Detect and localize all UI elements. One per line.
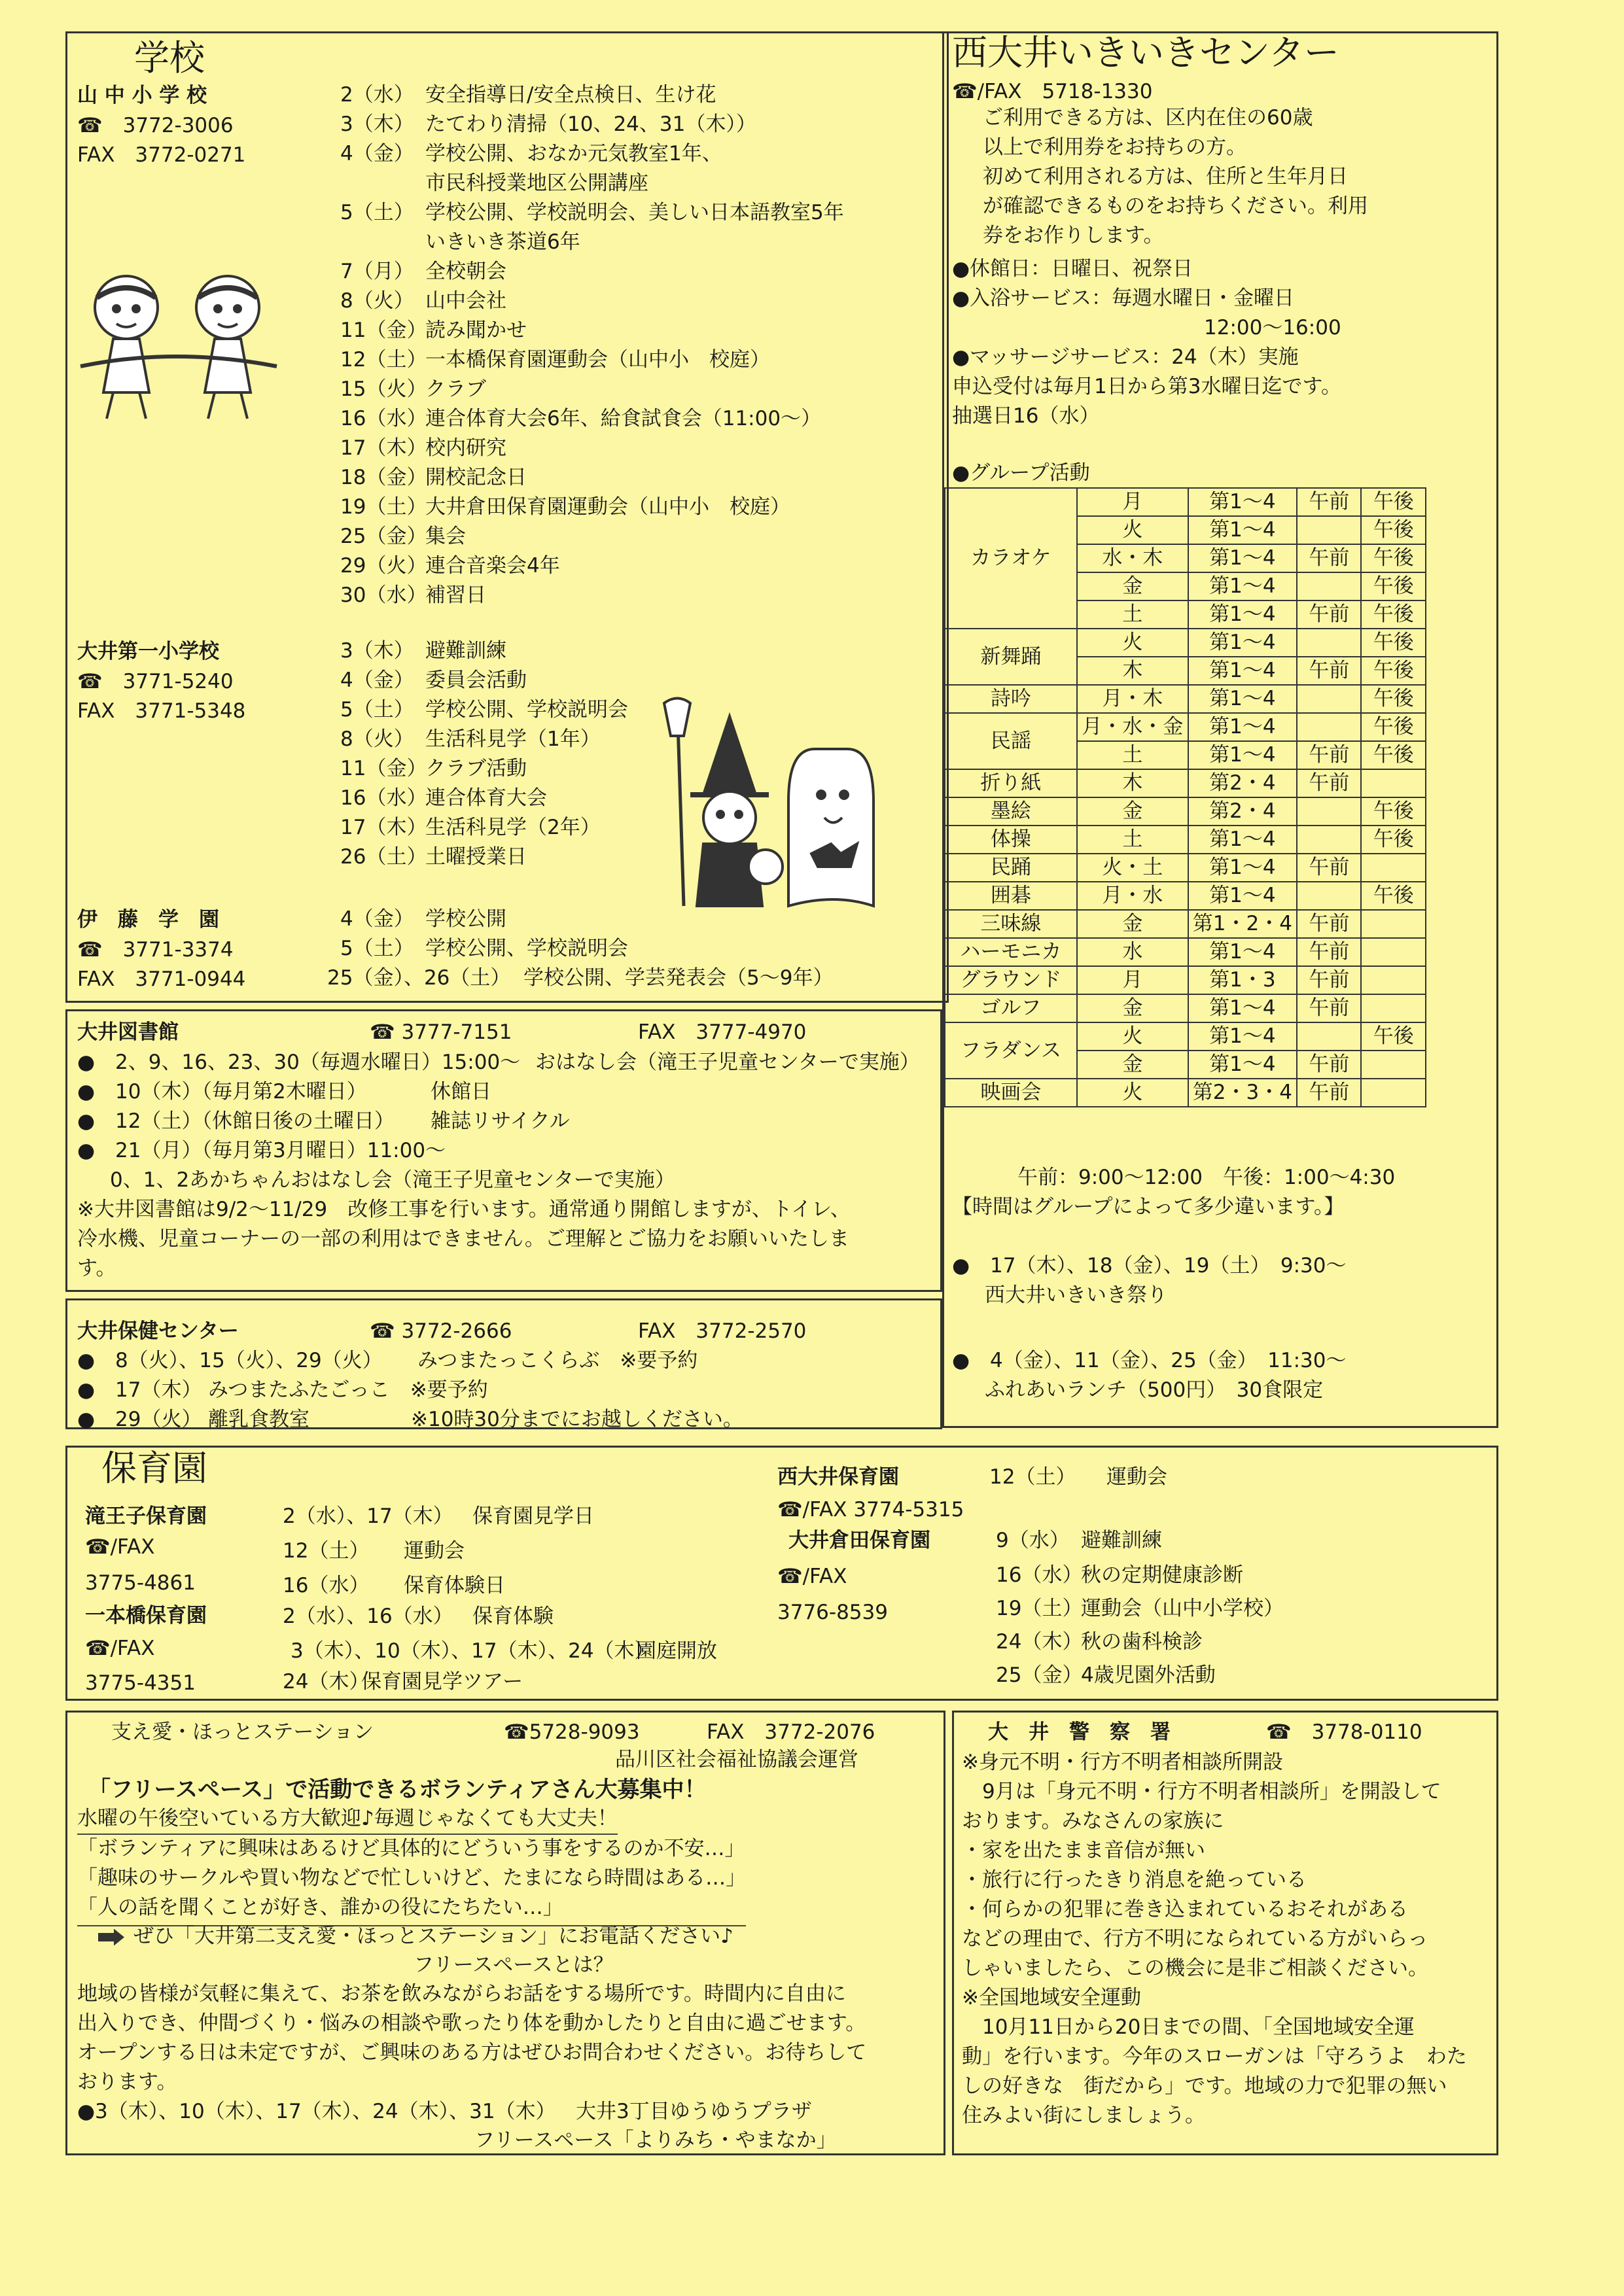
group-day: 火・土 [1077,854,1188,882]
ito-name: 伊 藤 学 園 [77,908,219,931]
group-name: 三味線 [945,910,1077,938]
event-row: 30（水） 補習日 [340,583,486,607]
kurata-telfax: ☎/FAX [777,1565,847,1588]
group-activity-table [944,487,1426,1107]
event-row: 市民科授業地区公開講座 [425,171,648,195]
ikiiki-time-note: 午前：9:00～12:00 午後：1:00～4:30 [1017,1166,1396,1189]
group-am: 午前 [1297,657,1362,685]
group-am: 午前 [1297,854,1362,882]
nishioi-telfax: ☎/FAX 3774-5315 [777,1498,964,1522]
group-week: 第1～4 [1188,657,1297,685]
library-item: ● 2、9、16、23、30（毎週水曜日）15:00～ おはなし会（滝王子児童センターで実施） [77,1051,920,1074]
yamanaka-fax: FAX 3772-0271 [77,143,246,167]
group-day: 金 [1077,797,1188,826]
event-row: 17（木） 校内研究 [340,436,506,460]
support-place2: フリースペース「よりみち・やまなか」 [474,2129,837,2152]
group-pm: 午後 [1361,488,1426,516]
support-what: フリースペースとは？ [414,1953,614,1977]
nursery-event: 25（金） 4歳児園外活動 [996,1663,1216,1687]
library-item: ● 12（土）（休館日後の土曜日） 雑誌リサイクル [77,1109,570,1133]
ikiiki-bath-time: 12:00～16:00 [1204,316,1341,339]
group-am: 午前 [1297,488,1362,516]
group-pm [1361,769,1426,797]
takiouji-num: 3775-4861 [85,1571,196,1595]
group-day: 月 [1077,488,1188,516]
group-row [945,938,1426,966]
group-pm: 午後 [1361,572,1426,600]
event-row: 25（金） 集会 [340,525,466,548]
group-am: 午前 [1297,741,1362,769]
group-day: 火 [1077,1022,1188,1051]
group-day: 月・木 [1077,685,1188,713]
group-pm: 午後 [1361,516,1426,544]
event-row: 18（金） 開校記念日 [340,466,527,489]
group-am [1297,797,1362,826]
yamanaka-tel: ☎ 3772-3006 [77,114,234,137]
group-am [1297,629,1362,657]
group-day: 火 [1077,1079,1188,1107]
event-row: 17（木） 生活科見学（2年） [340,816,601,839]
group-day: 水 [1077,938,1188,966]
group-row [945,882,1426,910]
ikiiki-telfax: ☎/FAX 5718-1330 [952,80,1153,103]
ikiiki-title: 西大井いきいきセンター [952,32,1339,73]
group-pm [1361,938,1426,966]
event-row: 4（金） 学校公開、おなか元気教室1年、 [340,142,722,165]
library-note: ※大井図書館は9/2～11/29 改修工事を行います。通常通り開館しますが、トイレ、 冷水機、児童コーナーの一部の利用はできません。ご理解とご協力をお願いいたしま す。 [77,1198,851,1280]
group-pm: 午後 [1361,600,1426,629]
group-day: 土 [1077,741,1188,769]
health-item: ● 17（木） みつまたふたごっこ ※要予約 [77,1378,488,1402]
school-title: 学校 [134,37,205,78]
group-week: 第1～4 [1188,488,1297,516]
group-day: 金 [1077,994,1188,1022]
group-row [945,1022,1426,1051]
police-text: ※身元不明・行方不明者相談所開設 9月は「身元不明・行方不明者相談所」を開設して おります。みなさんの家族に ・家を出たまま音信が無い ・旅行に行ったきり消息を絶っている ・何らかの犯罪に巻き込まれているおそれがある などの理由で、行方不明になられている方がいらっ しゃいましたら、この機会に是非ご相談ください。 ※全国地域安全運動 10月11日から20日までの間、「全国地域安全運 動」を行います。今年のスローガンは「守ろうよ わた しの好きな 街だから」です。地域の力で犯罪の無い 住みよい街にしましょう。 [962,1750,1467,2127]
support-headline: 「フリースペース」で活動できるボランティアさん大募集中！ [88,1777,707,1803]
group-name: 新舞踊 [945,629,1077,685]
nursery-event: 16（水） 保育体験日 [283,1574,505,1597]
nursery-event: 9（水） 避難訓練 [996,1529,1162,1552]
ito-tel: ☎ 3771-3374 [77,938,234,962]
health-fax: FAX 3772-2570 [638,1319,807,1343]
support-sub: 水曜の午後空いている方大歓迎♪毎週じゃなくても大丈夫！ [77,1807,618,1835]
group-name: 体操 [945,826,1077,854]
nursery-event: 2（水）、17（木） 保育園見学日 [283,1505,594,1528]
event-row: 19（土） 大井倉田保育園運動会（山中小 校庭） [340,495,790,519]
support-call: ぜひ「大井第二支え愛・ほっとステーション」にお電話ください♪ [98,1924,733,1949]
group-pm: 午後 [1361,544,1426,572]
event-row: 7（月） 全校朝会 [340,260,506,283]
group-pm [1361,966,1426,994]
ikiiki-massage-detail: 申込受付は毎月1日から第3水曜日迄です。 [952,375,1341,398]
takiouji-telfax: ☎/FAX [85,1535,155,1559]
nursery-event: 24（木） 秋の歯科検診 [996,1630,1203,1654]
support-fax: FAX 3772-2076 [707,1720,875,1744]
group-am [1297,713,1362,741]
group-row [945,685,1426,713]
health-tel: ☎ 3772-2666 [370,1319,512,1343]
group-am: 午前 [1297,600,1362,629]
group-am [1297,882,1362,910]
tug-of-war-illustration [77,262,280,425]
group-name: 民謡 [945,713,1077,769]
nursery-event: 19（土） 運動会（山中小学校） [996,1597,1284,1620]
arrow-right-icon [98,1929,124,1946]
police-tel: ☎ 3778-0110 [1266,1720,1422,1744]
group-day: 金 [1077,910,1188,938]
group-am: 午前 [1297,966,1362,994]
group-pm: 午後 [1361,882,1426,910]
group-day: 月・水 [1077,882,1188,910]
library-item: 0、1、2あかちゃんおはなし会（滝王子児童センターで実施） [110,1168,675,1192]
group-week: 第1～4 [1188,713,1297,741]
group-week: 第1～4 [1188,600,1297,629]
ikiiki-bath: ●入浴サービス：毎週水曜日・金曜日 [952,287,1295,310]
ikiiki-massage: ●マッサージサービス：24（木）実施 [952,345,1299,369]
group-pm: 午後 [1361,657,1426,685]
group-week: 第2・4 [1188,797,1297,826]
nursery-event: 16（水） 秋の定期健康診断 [996,1563,1243,1587]
ipponbashi-num: 3775-4351 [85,1671,196,1695]
group-week: 第1～4 [1188,826,1297,854]
health-title: 大井保健センター [77,1319,239,1343]
group-am [1297,516,1362,544]
group-week: 第1～4 [1188,629,1297,657]
group-week: 第1～4 [1188,1051,1297,1079]
support-quotes: 「ボランティアに興味はあるけど具体的にどういう事をするのか不安…」 「趣味のサークルや買い物などで忙しいけど、たまになら時間はある…」 「人の話を聞くことが好き、誰かの役にたちたい…」 [77,1834,746,1926]
group-row [945,854,1426,882]
ikiiki-intro: ご利用できる方は、区内在住の60歳 以上で利用券をお持ちの方。 初めて利用される方は、住所と生年月日 が確認できるものをお持ちください。利用 券をお作りします。 [983,106,1368,247]
group-day: 水・木 [1077,544,1188,572]
group-name: 墨絵 [945,797,1077,826]
group-week: 第1～4 [1188,854,1297,882]
kurata-name: 大井倉田保育園 [788,1529,930,1552]
group-week: 第1～4 [1188,685,1297,713]
group-pm [1361,854,1426,882]
oi-daiichi-tel: ☎ 3771-5240 [77,670,234,693]
takiouji-name: 滝王子保育園 [85,1505,207,1528]
support-tel: ☎5728-9093 [504,1720,640,1744]
group-pm [1361,1051,1426,1079]
group-row [945,966,1426,994]
event-row: 15（火） クラブ [340,377,486,401]
group-name: 折り紙 [945,769,1077,797]
halloween-illustration [658,697,880,919]
support-dates: ●3（木）、10（木）、17（木）、24（木）、31（木） [77,2100,556,2123]
group-pm: 午後 [1361,713,1426,741]
group-week: 第1～4 [1188,516,1297,544]
health-items [77,1346,928,1435]
health-item: ● 8（火）、15（火）、29（火） みつまたっこくらぶ ※要予約 [77,1349,698,1372]
event-row: 16（水） 連合体育大会 [340,786,547,810]
group-week: 第1・3 [1188,966,1297,994]
yamanaka-events [340,80,929,610]
group-am: 午前 [1297,544,1362,572]
group-row [945,713,1426,741]
group-row [945,488,1426,516]
event-row: 11（金） クラブ活動 [340,757,527,780]
yamanaka-name: 山 中 小 学 校 [77,84,207,107]
ipponbashi-events [283,1602,806,1694]
event-row: 4（金） 委員会活動 [340,669,527,692]
group-pm [1361,910,1426,938]
group-week: 第1～4 [1188,882,1297,910]
group-name: グラウンド [945,966,1077,994]
library-fax: FAX 3777-4970 [638,1020,807,1044]
group-row [945,910,1426,938]
kurata-events [996,1526,1454,1687]
event-row: 4（金） 学校公開 [340,907,506,931]
oi-daiichi-fax: FAX 3771-5348 [77,699,246,723]
takiouji-events [283,1502,741,1597]
support-title: 支え愛・ほっとステーション [111,1720,374,1744]
nishioi-event: 12（土） 運動会 [989,1465,1167,1489]
group-day: 火 [1077,516,1188,544]
library-item: ● 10（木）（毎月第2木曜日） 休館日 [77,1080,491,1104]
library-item: ● 21（月）（毎月第3月曜日）11:00～ [77,1139,446,1162]
ito-fax: FAX 3771-0944 [77,967,246,991]
police-title: 大 井 警 察 署 [988,1720,1171,1744]
event-row: 12（土） 一本橋保育園運動会（山中小 校庭） [340,348,770,372]
group-week: 第2・3・4 [1188,1079,1297,1107]
group-am [1297,685,1362,713]
kurata-num: 3776-8539 [777,1601,888,1624]
library-items [77,1048,928,1195]
group-am: 午前 [1297,1079,1362,1107]
group-day: 月・水・金 [1077,713,1188,741]
library-title: 大井図書館 [77,1020,179,1044]
group-am: 午前 [1297,994,1362,1022]
group-row [945,994,1426,1022]
group-week: 第1～4 [1188,741,1297,769]
group-name: 民踊 [945,854,1077,882]
support-operator: 品川区社会福祉協議会運営 [615,1748,858,1771]
group-name: 囲碁 [945,882,1077,910]
ikiiki-time-note2: 【時間はグループによって多少違います。】 [952,1195,1345,1219]
group-day: 木 [1077,657,1188,685]
event-row: 8（火） 生活科見学（1年） [340,727,601,751]
ito-events [327,905,929,993]
nishioi-name: 西大井保育園 [777,1465,899,1489]
group-name: カラオケ [945,488,1077,629]
group-name: フラダンス [945,1022,1077,1079]
group-day: 土 [1077,600,1188,629]
ikiiki-lunch-date: ● 4（金）、11（金）、25（金） 11:30～ [952,1349,1347,1372]
event-row: 5（土） 学校公開、学校説明会 [340,937,628,960]
event-row: 5（土） 学校公開、学校説明会、美しい日本語教室5年 [340,201,844,224]
group-name: ハーモニカ [945,938,1077,966]
group-row [945,769,1426,797]
event-row: 25（金）、26（土） 学校公開、学芸発表会（5～9年） [327,966,834,990]
support-place: 大井3丁目ゆうゆうプラザ [576,2100,812,2123]
group-pm [1361,994,1426,1022]
group-pm: 午後 [1361,685,1426,713]
group-day: 金 [1077,572,1188,600]
group-pm: 午後 [1361,741,1426,769]
group-am [1297,826,1362,854]
nursery-event: 2（水）、16（水） 保育体験 [283,1605,554,1628]
group-name: 詩吟 [945,685,1077,713]
event-row: 3（木） たてわり清掃（10、24、31（木）） [340,113,756,136]
ikiiki-festival-date: ● 17（木）、18（金）、19（土） 9:30～ [952,1254,1347,1278]
oi-daiichi-name: 大井第一小学校 [77,640,219,663]
nursery-event: 12（土） 運動会 [283,1539,465,1563]
group-day: 土 [1077,826,1188,854]
group-am: 午前 [1297,1051,1362,1079]
ikiiki-lottery: 抽選日16（水） [952,404,1100,428]
group-week: 第2・4 [1188,769,1297,797]
group-week: 第1～4 [1188,544,1297,572]
group-am: 午前 [1297,910,1362,938]
group-row [945,826,1426,854]
event-row: 3（木） 避難訓練 [340,639,506,663]
group-am: 午前 [1297,938,1362,966]
group-pm: 午後 [1361,629,1426,657]
group-row [945,1079,1426,1107]
group-pm: 午後 [1361,1022,1426,1051]
ikiiki-group-title: ●グループ活動 [952,461,1090,485]
group-name: 映画会 [945,1079,1077,1107]
event-row: 8（火） 山中会社 [340,289,506,313]
ikiiki-lunch: ふれあいランチ（500円） 30食限定 [985,1378,1324,1402]
group-name: ゴルフ [945,994,1077,1022]
health-item: ● 29（火） 離乳食教室 ※10時30分までにお越しください。 [77,1408,743,1431]
group-am: 午前 [1297,769,1362,797]
group-week: 第1～4 [1188,572,1297,600]
nursery-title: 保育園 [101,1448,207,1489]
event-row: 26（土） 土曜授業日 [340,845,527,869]
ikiiki-festival: 西大井いきいき祭り [985,1283,1167,1307]
group-week: 第1～4 [1188,938,1297,966]
group-week: 第1～4 [1188,1022,1297,1051]
group-pm: 午後 [1361,797,1426,826]
group-day: 月 [1077,966,1188,994]
group-pm: 午後 [1361,826,1426,854]
group-row [945,797,1426,826]
event-row: 29（火） 連合音楽会4年 [340,554,560,578]
support-desc: 地域の皆様が気軽に集えて、お茶を飲みながらお話をする場所です。時間内に自由に 出入りでき、仲間づくり・悩みの相談や歌ったり体を動かしたりと自由に過ごせます。 オープンする日は未定ですが、ご興味のある方はぜひお問合わせください。お待ちして おります。 [77,1982,867,2094]
event-row: 11（金） 読み聞かせ [340,319,527,342]
group-am [1297,572,1362,600]
group-day: 火 [1077,629,1188,657]
event-row: 2（水） 安全指導日/安全点検日、生け花 [340,83,716,107]
library-tel: ☎ 3777-7151 [370,1020,512,1044]
ipponbashi-telfax: ☎/FAX [85,1637,155,1660]
ikiiki-closed: ●休館日：日曜日、祝祭日 [952,257,1193,281]
group-am [1297,1022,1362,1051]
group-week: 第1～4 [1188,994,1297,1022]
event-row: いきいき茶道6年 [425,230,580,254]
group-week: 第1・2・4 [1188,910,1297,938]
group-day: 金 [1077,1051,1188,1079]
event-row: 5（土） 学校公開、学校説明会 [340,698,628,722]
nursery-event: 3（木）、10（木）、17（木）、24（木） 園庭開放 [291,1639,717,1663]
nursery-event: 24（木） 保育園見学ツアー [283,1670,523,1694]
ipponbashi-name: 一本橋保育園 [85,1604,207,1627]
group-pm [1361,1079,1426,1107]
event-row: 16（水） 連合体育大会6年、給食試食会（11:00～） [340,407,822,430]
group-day: 木 [1077,769,1188,797]
group-row [945,629,1426,657]
